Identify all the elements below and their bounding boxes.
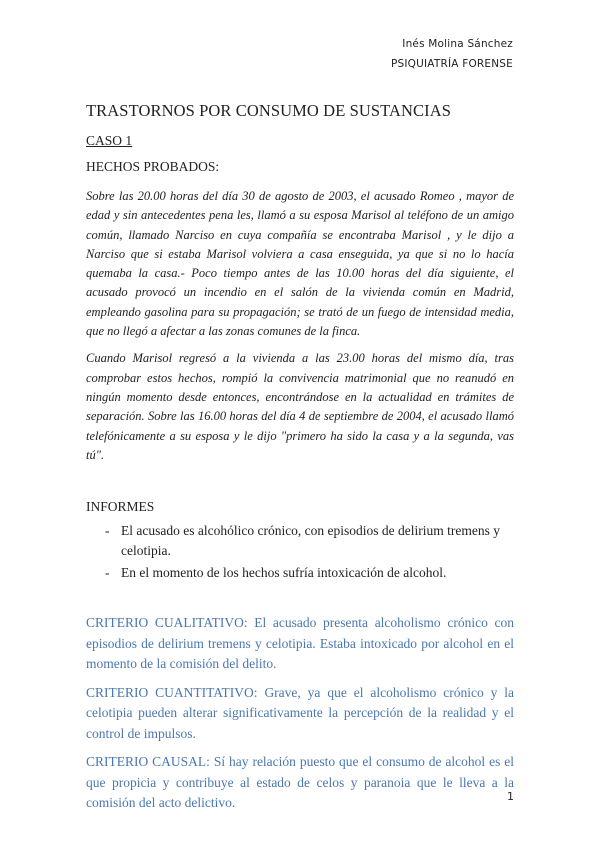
facts-paragraph-1: Sobre las 20.00 horas del día 30 de agosto de 2003, el acusado Romeo , mayor de edad y sin antecedentes pena les, llamó a su esposa Marisol al teléfono de un amigo común, llamado Narciso en cuya compañía se encontraba Marisol , y le dijo a Narciso que si estaba Marisol volviera a casa enseguida, ya que si no lo hacía quemaba la casa.- Poco tiempo antes de las 10.00 horas del día siguiente, el acusado provocó un incendio en el salón de la vivienda común en Madrid, empleando gasolina para su propagación; se trató de un fuego de intensidad media, que no llegó a afectar a las zonas comunes de la finca. xyxy=(86,189,514,339)
criterion-quantitative: CRITERIO CUANTITATIVO: Grave, ya que el alcoholismo crónico y la celotipia pueden alterar significativamente la percepción de la realidad y el control de impulsos. xyxy=(86,684,514,741)
bullet-dash: - xyxy=(105,565,110,581)
page-number: 1 xyxy=(507,790,514,803)
report-text: El acusado es alcohólico crónico, con episodios de delirium tremens y celotipia. xyxy=(121,523,501,559)
document-body xyxy=(86,100,514,814)
facts-paragraph-2: Cuando Marisol regresó a la vivienda a las 23.00 horas del mismo día, tras comprobar estos hechos, rompió la convivencia matrimonial que no reanudó en ningún momento desde entonces, encontrándose en la actualidad en trámites de separación. Sobre las 16.00 horas del día 4 de septiembre de 2004, el acusado llamó telefónicamente a su esposa y le dijo "primero ha sido la casa y a la segunda, vas tú". xyxy=(86,351,514,462)
facts-heading: HECHOS PROBADOS: xyxy=(86,159,220,174)
list-item xyxy=(86,563,514,583)
report-text: En el momento de los hechos sufría intoxicación de alcohol. xyxy=(121,565,447,581)
reports-list xyxy=(86,521,514,583)
header-author: Inés Molina Sánchez xyxy=(402,38,513,50)
case-label: CASO 1 xyxy=(86,133,133,148)
document-title: TRASTORNOS POR CONSUMO DE SUSTANCIAS xyxy=(86,101,452,120)
criterion-causal: CRITERIO CAUSAL: Sí hay relación puesto que el consumo de alcohol es el que propicia y contribuye al estado de celos y paranoia que le lleva a la comisión del acto delictivo. xyxy=(86,754,514,811)
criterion-qualitative: CRITERIO CUALITATIVO: El acusado presenta alcoholismo crónico con episodios de delirium tremens y celotipia. Estaba intoxicado por alcohol en el momento de la comisión del delito. xyxy=(86,615,514,672)
reports-heading: INFORMES xyxy=(86,499,155,515)
list-item xyxy=(86,521,514,561)
bullet-dash: - xyxy=(105,523,110,539)
header-subject: PSIQUIATRÍA FORENSE xyxy=(390,58,513,70)
